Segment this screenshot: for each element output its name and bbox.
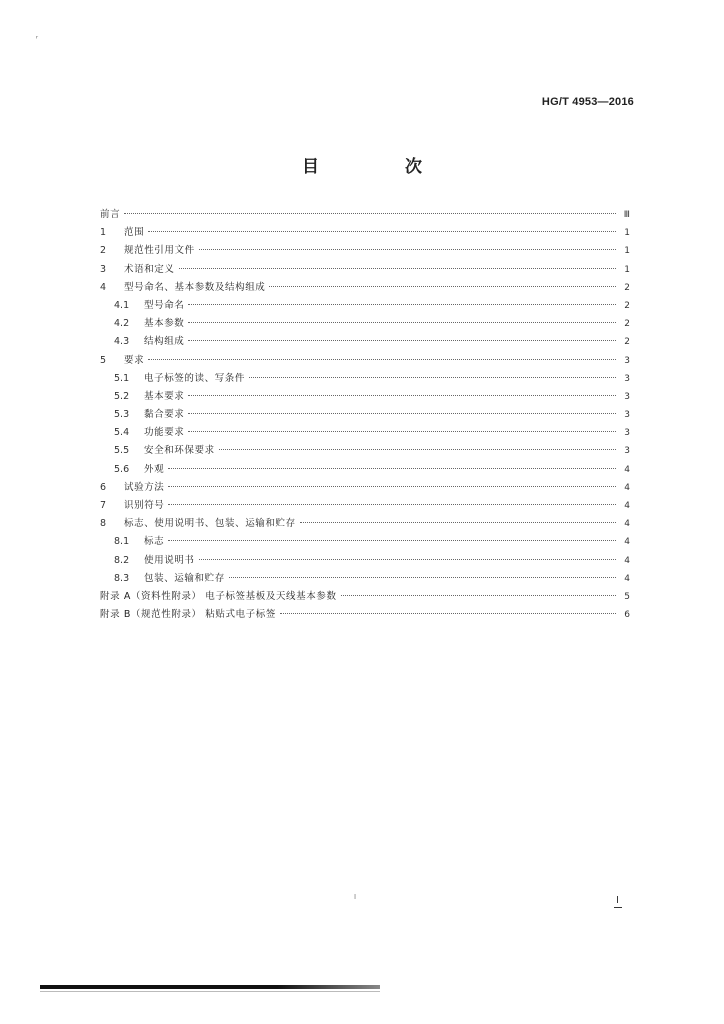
toc-leader-dots xyxy=(168,485,616,487)
toc-entry-page: 4 xyxy=(624,573,630,584)
toc-entry-page: 4 xyxy=(624,555,630,566)
toc-entry[interactable] xyxy=(100,261,630,279)
toc-entry-page: 2 xyxy=(624,337,630,348)
footer-rule xyxy=(614,907,622,908)
toc-entry-title: 型号命名 xyxy=(144,299,185,311)
toc-entry[interactable] xyxy=(100,406,630,424)
toc-leader-dots xyxy=(341,594,616,596)
toc-entry-number: 4.1 xyxy=(114,299,130,311)
toc-entry-number: 8.3 xyxy=(114,572,130,584)
toc-leader-dots xyxy=(168,539,616,541)
toc-entry-number: 8.1 xyxy=(114,536,130,548)
toc-leader-dots xyxy=(219,448,616,450)
toc-entry-title: 范围 xyxy=(124,227,145,239)
toc-entry-page: 3 xyxy=(624,373,630,384)
toc-entry-number: 2 xyxy=(100,245,107,257)
toc-entry[interactable] xyxy=(100,242,630,260)
toc-leader-dots xyxy=(269,285,616,287)
toc-entry-number: 4.3 xyxy=(114,336,130,348)
toc-entry[interactable] xyxy=(100,533,630,551)
toc-leader-dots xyxy=(199,558,616,560)
toc-entry-title: 外观 xyxy=(144,463,165,475)
toc-leader-dots xyxy=(199,248,616,250)
toc-entry-number: 5.6 xyxy=(114,463,130,475)
toc-leader-dots xyxy=(188,412,616,414)
toc-entry-page: 3 xyxy=(624,355,630,366)
toc-entry-number: 4.2 xyxy=(114,318,130,330)
toc-entry[interactable] xyxy=(100,515,630,533)
toc-leader-dots xyxy=(229,576,616,578)
toc-entry-title: 前言 xyxy=(100,209,121,220)
toc-entry[interactable] xyxy=(100,297,630,315)
scan-speck: ʳ xyxy=(36,34,39,43)
toc-entry-page: 2 xyxy=(624,300,630,311)
toc-entry[interactable] xyxy=(100,279,630,297)
toc-leader-dots xyxy=(188,339,616,341)
toc-entry-page: 3 xyxy=(624,410,630,421)
table-of-contents xyxy=(100,206,630,624)
toc-entry-number: 4 xyxy=(100,281,107,293)
toc-entry[interactable] xyxy=(100,442,630,460)
toc-entry-number: 5.2 xyxy=(114,390,130,402)
toc-entry-number: 1 xyxy=(100,227,107,239)
footer-center-mark: Ⅰ xyxy=(354,893,357,901)
toc-entry[interactable] xyxy=(100,461,630,479)
toc-entry-page: 4 xyxy=(624,464,630,475)
toc-entry-number: 5 xyxy=(100,354,107,366)
toc-entry-title: 安全和环保要求 xyxy=(144,445,215,457)
toc-entry-page: 6 xyxy=(624,610,630,621)
toc-leader-dots xyxy=(300,521,616,523)
toc-entry[interactable] xyxy=(100,570,630,588)
scan-edge-line xyxy=(40,991,380,992)
toc-entry-page: 3 xyxy=(624,428,630,439)
page-title: 目 次 xyxy=(302,157,462,177)
footer-page-number: Ⅰ xyxy=(616,895,619,906)
scan-edge-bar xyxy=(40,985,380,989)
toc-leader-dots xyxy=(168,467,616,469)
toc-entry-page: 3 xyxy=(624,391,630,402)
toc-entry-title: 基本参数 xyxy=(144,318,185,330)
toc-entry[interactable] xyxy=(100,315,630,333)
toc-entry-title: 附录 A（资料性附录） 电子标签基板及天线基本参数 xyxy=(100,590,337,602)
toc-leader-dots xyxy=(188,394,616,396)
toc-entry-title: 结构组成 xyxy=(144,336,185,348)
toc-entry[interactable] xyxy=(100,552,630,570)
toc-entry-page: 1 xyxy=(624,228,630,239)
toc-entry-title: 附录 B（规范性附录） 粘贴式电子标签 xyxy=(100,609,276,621)
toc-entry-page: 1 xyxy=(624,246,630,257)
toc-entry-title: 标志 xyxy=(144,536,165,548)
toc-entry[interactable] xyxy=(100,370,630,388)
toc-leader-dots xyxy=(188,430,616,432)
standard-code: HG/T 4953—2016 xyxy=(541,96,634,108)
toc-entry[interactable] xyxy=(100,479,630,497)
toc-entry-number: 7 xyxy=(100,500,107,511)
toc-entry-page: Ⅲ xyxy=(623,210,630,220)
toc-entry-title: 要求 xyxy=(124,354,145,366)
toc-entry-page: 4 xyxy=(624,501,630,511)
toc-entry[interactable] xyxy=(100,206,630,224)
toc-entry-number: 8.2 xyxy=(114,554,130,566)
toc-entry-number: 5.5 xyxy=(114,445,130,457)
toc-leader-dots xyxy=(179,267,616,269)
toc-entry-title: 功能要求 xyxy=(144,427,185,439)
toc-leader-dots xyxy=(280,612,616,614)
toc-entry-title: 标志、使用说明书、包装、运输和贮存 xyxy=(124,518,296,530)
toc-entry-title: 型号命名、基本参数及结构组成 xyxy=(124,281,266,293)
toc-entry-title: 黏合要求 xyxy=(144,409,185,421)
toc-entry-number: 5.4 xyxy=(114,427,130,439)
toc-entry[interactable] xyxy=(100,352,630,370)
toc-entry-title: 包装、运输和贮存 xyxy=(144,572,225,584)
toc-entry-title: 规范性引用文件 xyxy=(124,245,195,257)
toc-entry-title: 试验方法 xyxy=(124,481,165,493)
toc-entry[interactable] xyxy=(100,588,630,606)
toc-leader-dots xyxy=(249,376,616,378)
toc-leader-dots xyxy=(188,303,616,305)
toc-entry-number: 6 xyxy=(100,481,107,493)
toc-entry-title: 识别符号 xyxy=(124,500,165,511)
toc-entry-page: 2 xyxy=(624,319,630,330)
toc-entry-number: 5.3 xyxy=(114,409,130,421)
toc-leader-dots xyxy=(188,321,616,323)
toc-leader-dots xyxy=(148,358,616,360)
toc-leader-dots xyxy=(168,503,616,505)
toc-entry-page: 5 xyxy=(624,591,630,602)
toc-entry[interactable] xyxy=(100,424,630,442)
toc-leader-dots xyxy=(148,230,616,232)
toc-entry-title: 术语和定义 xyxy=(124,263,175,275)
toc-entry-page: 2 xyxy=(624,282,630,293)
toc-entry-number: 3 xyxy=(100,263,107,275)
toc-entry-page: 4 xyxy=(624,537,630,548)
toc-entry[interactable] xyxy=(100,497,630,515)
toc-entry-title: 使用说明书 xyxy=(144,554,195,566)
toc-entry-page: 4 xyxy=(624,482,630,493)
toc-entry[interactable] xyxy=(100,333,630,351)
toc-entry[interactable] xyxy=(100,388,630,406)
toc-entry[interactable] xyxy=(100,224,630,242)
toc-entry-page: 4 xyxy=(624,519,630,530)
toc-entry[interactable] xyxy=(100,606,630,624)
toc-entry-page: 3 xyxy=(624,446,630,457)
toc-entry-title: 基本要求 xyxy=(144,390,185,402)
toc-entry-page: 1 xyxy=(624,264,630,275)
toc-leader-dots xyxy=(124,212,616,214)
toc-entry-number: 5.1 xyxy=(114,372,130,384)
toc-entry-number: 8 xyxy=(100,518,107,530)
toc-entry-title: 电子标签的读、写条件 xyxy=(144,372,246,384)
